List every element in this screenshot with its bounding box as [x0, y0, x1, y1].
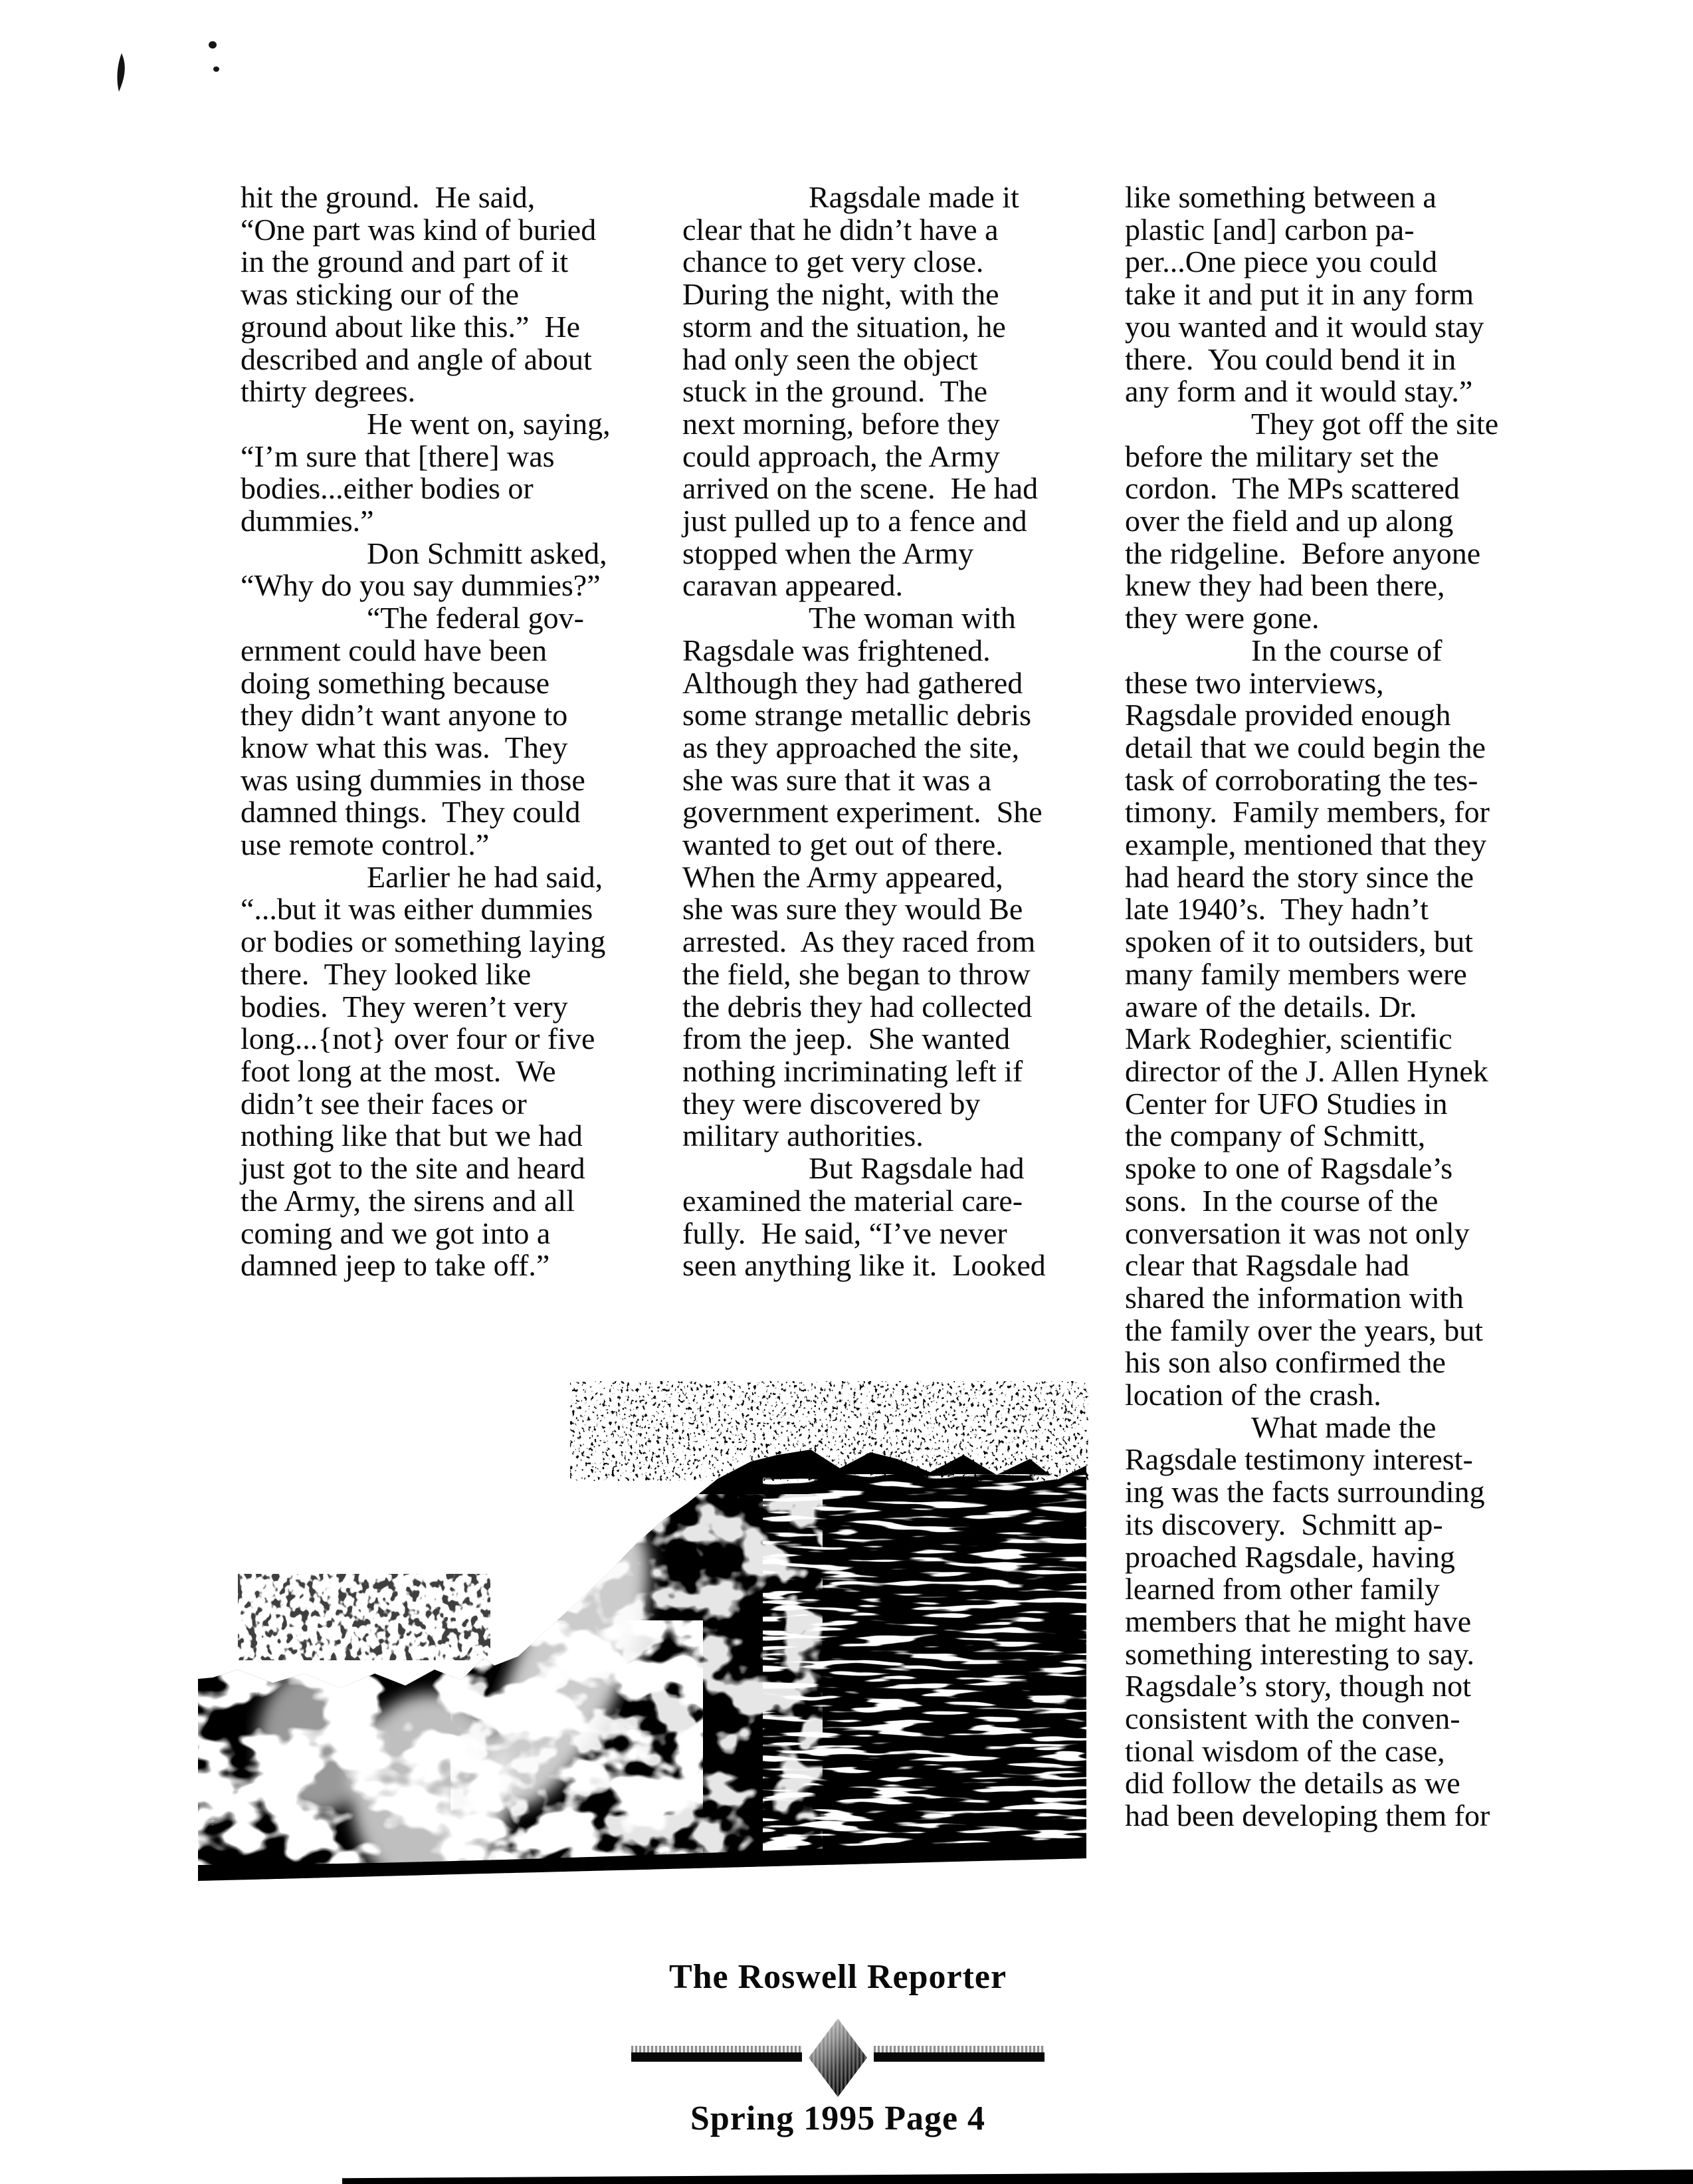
text-line: the ridgeline. Before anyone: [1125, 536, 1481, 570]
text-line: conversation it was not only: [1125, 1216, 1470, 1250]
text-line: In the course of: [1251, 633, 1443, 667]
text-line: spoken of it to outsiders, but: [1125, 925, 1473, 959]
text-line: storm and the situation, he: [682, 309, 1006, 344]
text-line: nothing incriminating left if: [682, 1053, 1023, 1088]
text-line: they were discovered by: [682, 1086, 981, 1121]
text-line: When the Army appeared,: [682, 859, 1003, 894]
text-line: members that he might have: [1125, 1604, 1472, 1638]
text-line: fully. He said, “I’ve never: [682, 1216, 1007, 1250]
text-line: hit the ground. He said,: [241, 180, 536, 214]
ink-mark-dot: [213, 66, 219, 72]
text-line: or bodies or something laying: [241, 925, 606, 959]
ink-mark-stroke: [112, 51, 138, 97]
hillside-photo: [198, 1381, 1088, 1885]
text-line: Although they had gathered: [682, 665, 1023, 700]
text-line: plastic [and] carbon pa-: [1125, 212, 1415, 247]
text-line: had heard the story since the: [1125, 859, 1474, 894]
text-line: some strange metallic debris: [682, 698, 1032, 732]
text-line: Ragsdale made it: [809, 180, 1019, 214]
text-line: just pulled up to a fence and: [682, 504, 1027, 538]
text-line: long...{not} over four or five: [241, 1022, 595, 1056]
text-line: ing was the facts surrounding: [1125, 1475, 1485, 1509]
text-line: its discovery. Schmitt ap-: [1125, 1507, 1443, 1541]
text-line: knew they had been there,: [1125, 568, 1445, 603]
article-column-3: [1125, 181, 1537, 1832]
text-line: learned from other family: [1125, 1572, 1440, 1606]
text-line: shared the information with: [1125, 1280, 1464, 1315]
text-line: dummies.”: [241, 504, 374, 538]
text-line: foot long at the most. We: [241, 1053, 556, 1088]
text-line: bodies. They weren’t very: [241, 989, 568, 1024]
text-line: late 1940’s. They hadn’t: [1125, 892, 1429, 927]
text-line: didn’t see their faces or: [241, 1086, 527, 1121]
ink-mark-dot: [209, 41, 217, 49]
text-line: tional wisdom of the case,: [1125, 1733, 1445, 1768]
text-line: they were gone.: [1125, 601, 1320, 635]
text-line: the company of Schmitt,: [1125, 1119, 1426, 1153]
text-line: ernment could have been: [241, 633, 548, 667]
text-line: use remote control.”: [241, 827, 490, 862]
text-line: “The federal gov-: [367, 601, 584, 635]
text-line: But Ragsdale had: [809, 1151, 1025, 1186]
text-line: proached Ragsdale, having: [1125, 1539, 1455, 1574]
text-line: Center for UFO Studies in: [1125, 1086, 1448, 1121]
text-line: aware of the details. Dr.: [1125, 989, 1417, 1024]
text-line: damned jeep to take off.”: [241, 1248, 550, 1283]
text-line: arrested. As they raced from: [682, 925, 1036, 959]
article-column-2: [682, 181, 1094, 1282]
text-line: military authorities.: [682, 1119, 924, 1153]
text-line: Ragsdale provided enough: [1125, 698, 1451, 732]
text-line: cordon. The MPs scattered: [1125, 471, 1460, 506]
text-line: “I’m sure that [there] was: [241, 439, 555, 473]
text-line: clear that he didn’t have a: [682, 212, 999, 247]
text-line: coming and we got into a: [241, 1216, 551, 1250]
text-line: they didn’t want anyone to: [241, 698, 568, 732]
text-line: take it and put it in any form: [1125, 277, 1474, 312]
text-line: Mark Rodeghier, scientific: [1125, 1022, 1452, 1056]
text-line: timony. Family members, for: [1125, 795, 1490, 829]
text-line: clear that Ragsdale had: [1125, 1248, 1409, 1283]
text-line: example, mentioned that they: [1125, 827, 1487, 862]
text-line: next morning, before they: [682, 406, 1000, 441]
article-column-1: [241, 181, 652, 1282]
text-line: any form and it would stay.”: [1125, 374, 1473, 409]
text-line: was sticking our of the: [241, 277, 520, 312]
text-line: thirty degrees.: [241, 374, 416, 409]
text-line: just got to the site and heard: [241, 1151, 585, 1186]
text-line: task of corroborating the tes-: [1125, 762, 1478, 797]
text-line: the family over the years, but: [1125, 1313, 1484, 1347]
text-line: wanted to get out of there.: [682, 827, 1003, 862]
text-line: government experiment. She: [682, 795, 1043, 829]
text-line: know what this was. They: [241, 730, 568, 764]
text-line: was using dummies in those: [241, 762, 585, 797]
text-line: spoke to one of Ragsdale’s: [1125, 1151, 1453, 1186]
text-line: “One part was kind of buried: [241, 212, 597, 247]
text-line: Ragsdale’s story, though not: [1125, 1669, 1471, 1703]
text-line: consistent with the conven-: [1125, 1701, 1460, 1736]
text-line: They got off the site: [1251, 406, 1499, 441]
text-line: like something between a: [1125, 180, 1437, 214]
text-line: stopped when the Army: [682, 536, 974, 570]
text-line: damned things. They could: [241, 795, 581, 829]
text-line: you wanted and it would stay: [1125, 309, 1484, 344]
text-line: could approach, the Army: [682, 439, 1000, 473]
text-line: many family members were: [1125, 956, 1467, 991]
text-line: detail that we could begin the: [1125, 730, 1486, 764]
text-line: the field, she began to throw: [682, 956, 1031, 991]
text-line: there. You could bend it in: [1125, 342, 1456, 376]
text-line: from the jeep. She wanted: [682, 1022, 1011, 1056]
text-line: the Army, the sirens and all: [241, 1183, 575, 1218]
text-line: she was sure they would Be: [682, 892, 1023, 927]
text-line: the debris they had collected: [682, 989, 1033, 1024]
text-line: nothing like that but we had: [241, 1119, 583, 1153]
text-line: described and angle of about: [241, 342, 592, 376]
text-line: The woman with: [809, 601, 1016, 635]
text-line: ground about like this.” He: [241, 309, 581, 344]
scan-edge-bar: [342, 2169, 1693, 2184]
text-line: During the night, with the: [682, 277, 999, 312]
text-line: Ragsdale testimony interest-: [1125, 1442, 1473, 1477]
text-line: Earlier he had said,: [367, 859, 603, 894]
text-line: bodies...either bodies or: [241, 471, 534, 506]
text-line: something interesting to say.: [1125, 1636, 1474, 1671]
text-line: Don Schmitt asked,: [367, 536, 607, 570]
text-line: as they approached the site,: [682, 730, 1020, 764]
text-line: in the ground and part of it: [241, 245, 569, 279]
text-line: per...One piece you could: [1125, 245, 1438, 279]
text-line: did follow the details as we: [1125, 1766, 1460, 1801]
text-line: seen anything like it. Looked: [682, 1248, 1046, 1283]
text-line: before the military set the: [1125, 439, 1439, 473]
text-line: had only seen the object: [682, 342, 978, 376]
text-line: there. They looked like: [241, 956, 532, 991]
text-line: What made the: [1251, 1410, 1437, 1444]
text-line: chance to get very close.: [682, 245, 984, 279]
text-line: director of the J. Allen Hynek: [1125, 1053, 1488, 1088]
text-line: “...but it was either dummies: [241, 892, 593, 927]
footer-divider: [631, 2019, 1045, 2097]
text-line: over the field and up along: [1125, 504, 1454, 538]
text-line: examined the material care-: [682, 1183, 1023, 1218]
text-line: caravan appeared.: [682, 568, 903, 603]
divider-bar-left: [631, 2046, 802, 2062]
text-line: stuck in the ground. The: [682, 374, 988, 409]
issue-page-line: Spring 1995 Page 4: [690, 2100, 986, 2137]
text-line: these two interviews,: [1125, 665, 1384, 700]
divider-bar-right: [874, 2046, 1045, 2062]
diamond-ornament-icon: [809, 2019, 867, 2097]
text-line: location of the crash.: [1125, 1378, 1381, 1412]
text-line: had been developing them for: [1125, 1799, 1490, 1833]
text-line: Ragsdale was frightened.: [682, 633, 991, 667]
text-line: she was sure that it was a: [682, 762, 991, 797]
text-line: “Why do you say dummies?”: [241, 568, 601, 603]
newsletter-title: The Roswell Reporter: [668, 1958, 1007, 1996]
text-line: He went on, saying,: [367, 406, 611, 441]
text-line: doing something because: [241, 665, 550, 700]
text-line: his son also confirmed the: [1125, 1345, 1446, 1380]
text-line: arrived on the scene. He had: [682, 471, 1039, 506]
text-line: sons. In the course of the: [1125, 1183, 1439, 1218]
